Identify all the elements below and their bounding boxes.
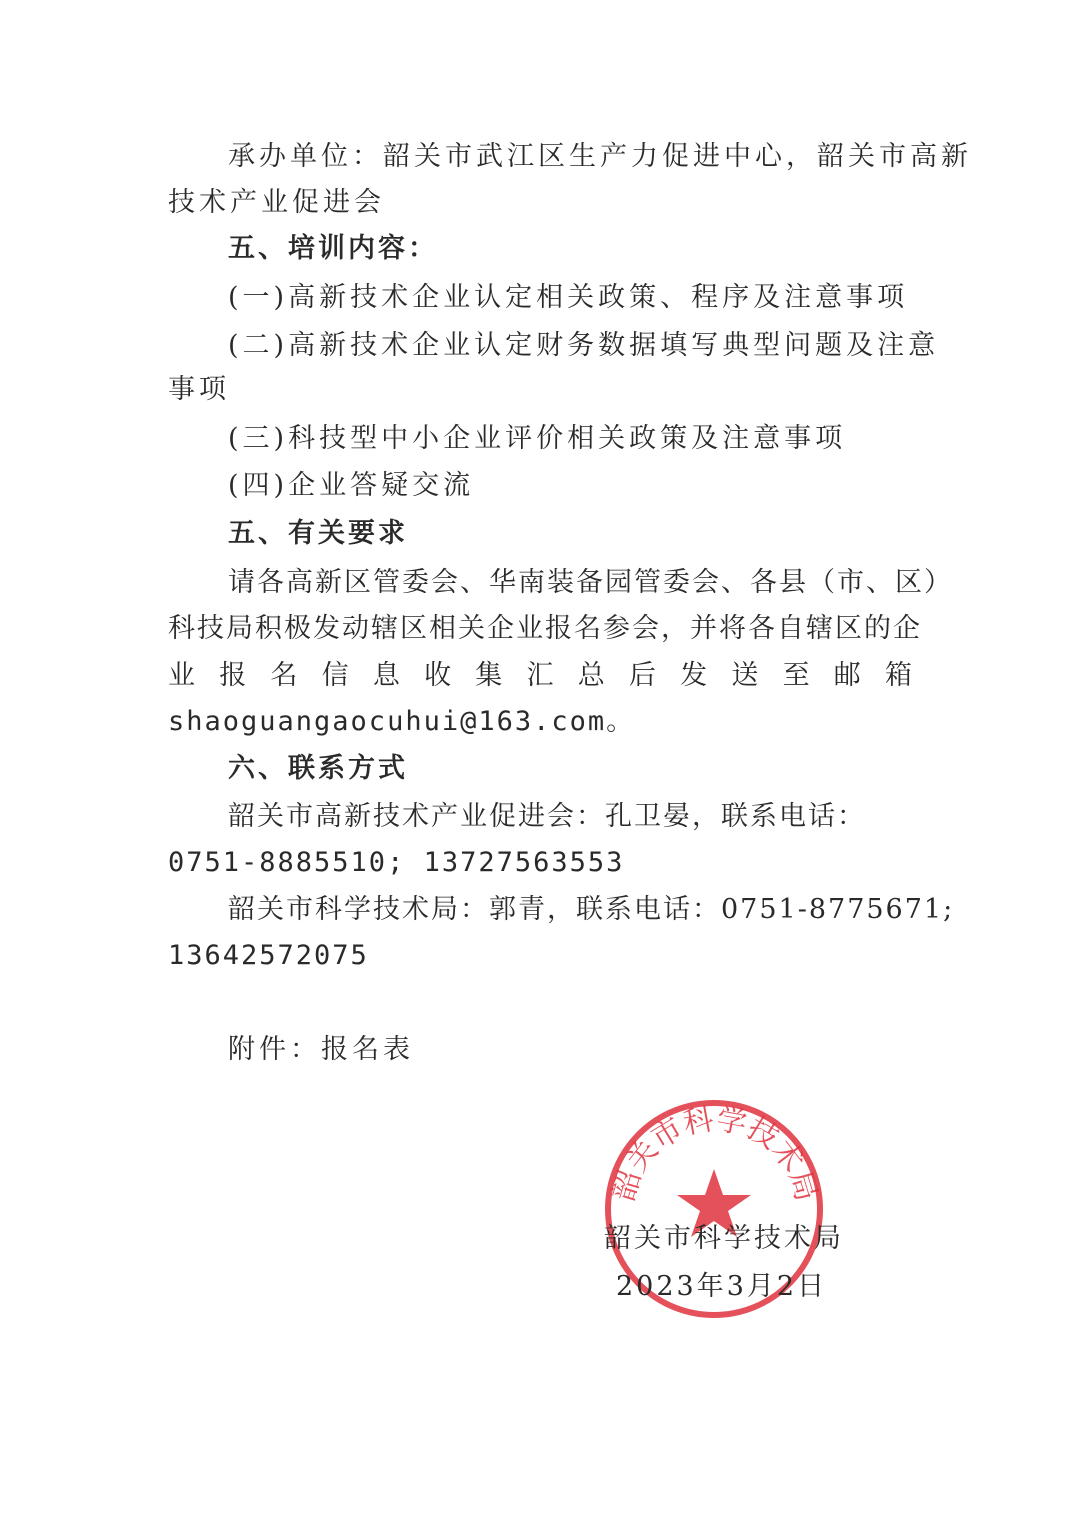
training-item-4: (四)企业答疑交流 [228, 470, 475, 501]
contact-bureau-phone: 13642572075 [168, 940, 369, 971]
signature-date: 2023年3月2日 [616, 1271, 828, 1302]
section-heading-training: 五、培训内容： [228, 233, 438, 264]
training-item-3: (三)科技型中小企业评价相关政策及注意事项 [228, 423, 847, 454]
training-item-2-line-1: (二)高新技术企业认定财务数据填写典型问题及注意 [228, 330, 940, 361]
section-heading-requirements: 五、有关要求 [228, 518, 408, 549]
contact-promotion-line-1: 韶关市高新技术产业促进会：孔卫晏，联系电话： [228, 801, 866, 832]
organizer-line-2: 技术产业促进会 [168, 187, 385, 218]
signature-org: 韶关市科学技术局 [604, 1223, 844, 1254]
contact-promotion-phones: 0751-8885510; 13727563553 [168, 847, 625, 878]
requirements-email: shaoguangaocuhui@163.com。 [168, 706, 636, 737]
requirements-line-2: 科技局积极发动辖区相关企业报名参会，并将各自辖区的企 [168, 613, 922, 644]
training-item-2-line-2: 事项 [168, 374, 230, 405]
attachment-line: 附件：报名表 [228, 1034, 414, 1065]
contact-bureau-line-1: 韶关市科学技术局：郭青，联系电话：0751-8775671; [228, 894, 955, 925]
requirements-line-1: 请各高新区管委会、华南装备园管委会、各县（市、区） [228, 567, 953, 598]
organizer-line-1: 承办单位：韶关市武江区生产力促进中心，韶关市高新 [228, 141, 972, 172]
section-heading-contact: 六、联系方式 [228, 753, 408, 784]
training-item-1: (一)高新技术企业认定相关政策、程序及注意事项 [228, 282, 909, 313]
requirements-line-3: 业报名信息收集汇总后发送至邮箱 [168, 660, 916, 691]
seal-text: 韶关市科学技术局 [606, 1101, 824, 1206]
